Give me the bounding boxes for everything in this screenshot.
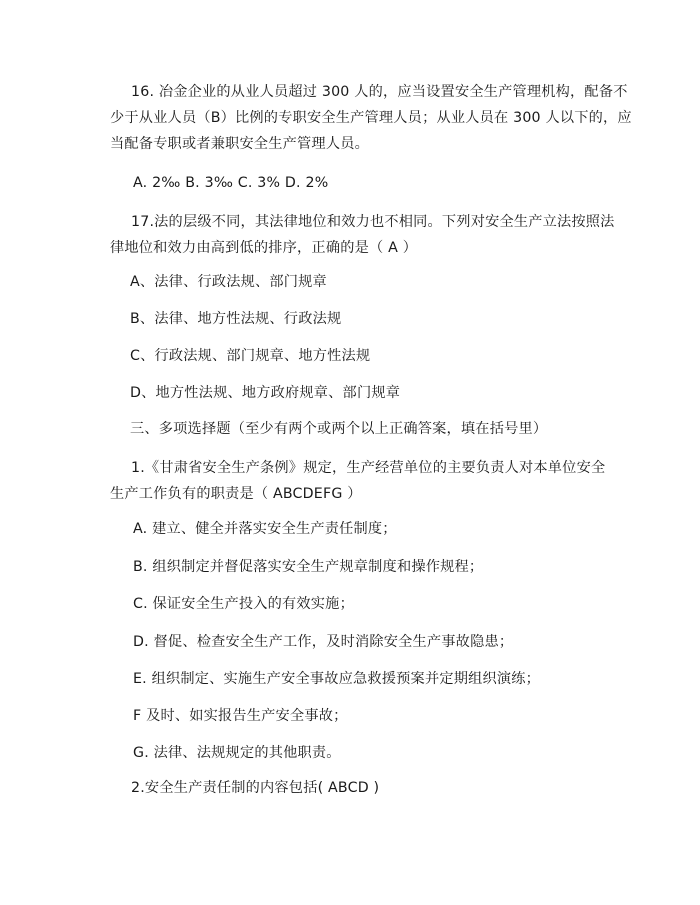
q17-line-1: 17.法的层级不同，其法律地位和效力也不相同。下列对安全生产立法按照法 bbox=[131, 214, 615, 230]
mq1-option-c: C. 保证安全生产投入的有效实施； bbox=[133, 596, 354, 612]
q16-line-3: 当配备专职或者兼职安全生产管理人员。 bbox=[110, 136, 369, 152]
mq1-line-1: 1.《甘肃省安全生产条例》规定，生产经营单位的主要负责人对本单位安全 bbox=[131, 460, 606, 476]
q16-line-1: 16. 冶金企业的从业人员超过 300 人的，应当设置安全生产管理机构，配备不 bbox=[131, 84, 628, 100]
mq2-line: 2.安全生产责任制的内容包括( ABCD ) bbox=[131, 780, 380, 796]
mq1-option-d: D. 督促、检查安全生产工作，及时消除安全生产事故隐患； bbox=[133, 634, 514, 650]
mq1-option-b: B. 组织制定并督促落实安全生产规章制度和操作规程； bbox=[133, 559, 484, 575]
q17-option-d: D、地方性法规、地方政府规章、部门规章 bbox=[130, 385, 401, 401]
q17-option-c: C、行政法规、部门规章、地方性法规 bbox=[130, 348, 371, 364]
q16-line-2: 少于从业人员（B）比例的专职安全生产管理人员；从业人员在 300 人以下的，应 bbox=[110, 110, 632, 126]
mq1-option-a: A. 建立、健全并落实安全生产责任制度； bbox=[133, 521, 397, 537]
q16-choices: A. 2‰ B. 3‰ C. 3% D. 2% bbox=[133, 175, 329, 191]
section-3-heading: 三、多项选择题（至少有两个或两个以上正确答案，填在括号里） bbox=[130, 421, 548, 437]
mq1-option-e: E. 组织制定、实施生产安全事故应急救援预案并定期组织演练； bbox=[133, 671, 541, 687]
q17-option-b: B、法律、地方性法规、行政法规 bbox=[130, 311, 342, 327]
mq1-line-2: 生产工作负有的职责是（ ABCDEFG ） bbox=[110, 486, 362, 502]
mq1-option-f: F 及时、如实报告生产安全事故； bbox=[133, 708, 348, 724]
q17-line-2: 律地位和效力由高到低的排序，正确的是（ A ） bbox=[110, 240, 418, 256]
q17-option-a: A、法律、行政法规、部门规章 bbox=[130, 274, 327, 290]
mq1-option-g: G. 法律、法规规定的其他职责。 bbox=[133, 745, 341, 761]
